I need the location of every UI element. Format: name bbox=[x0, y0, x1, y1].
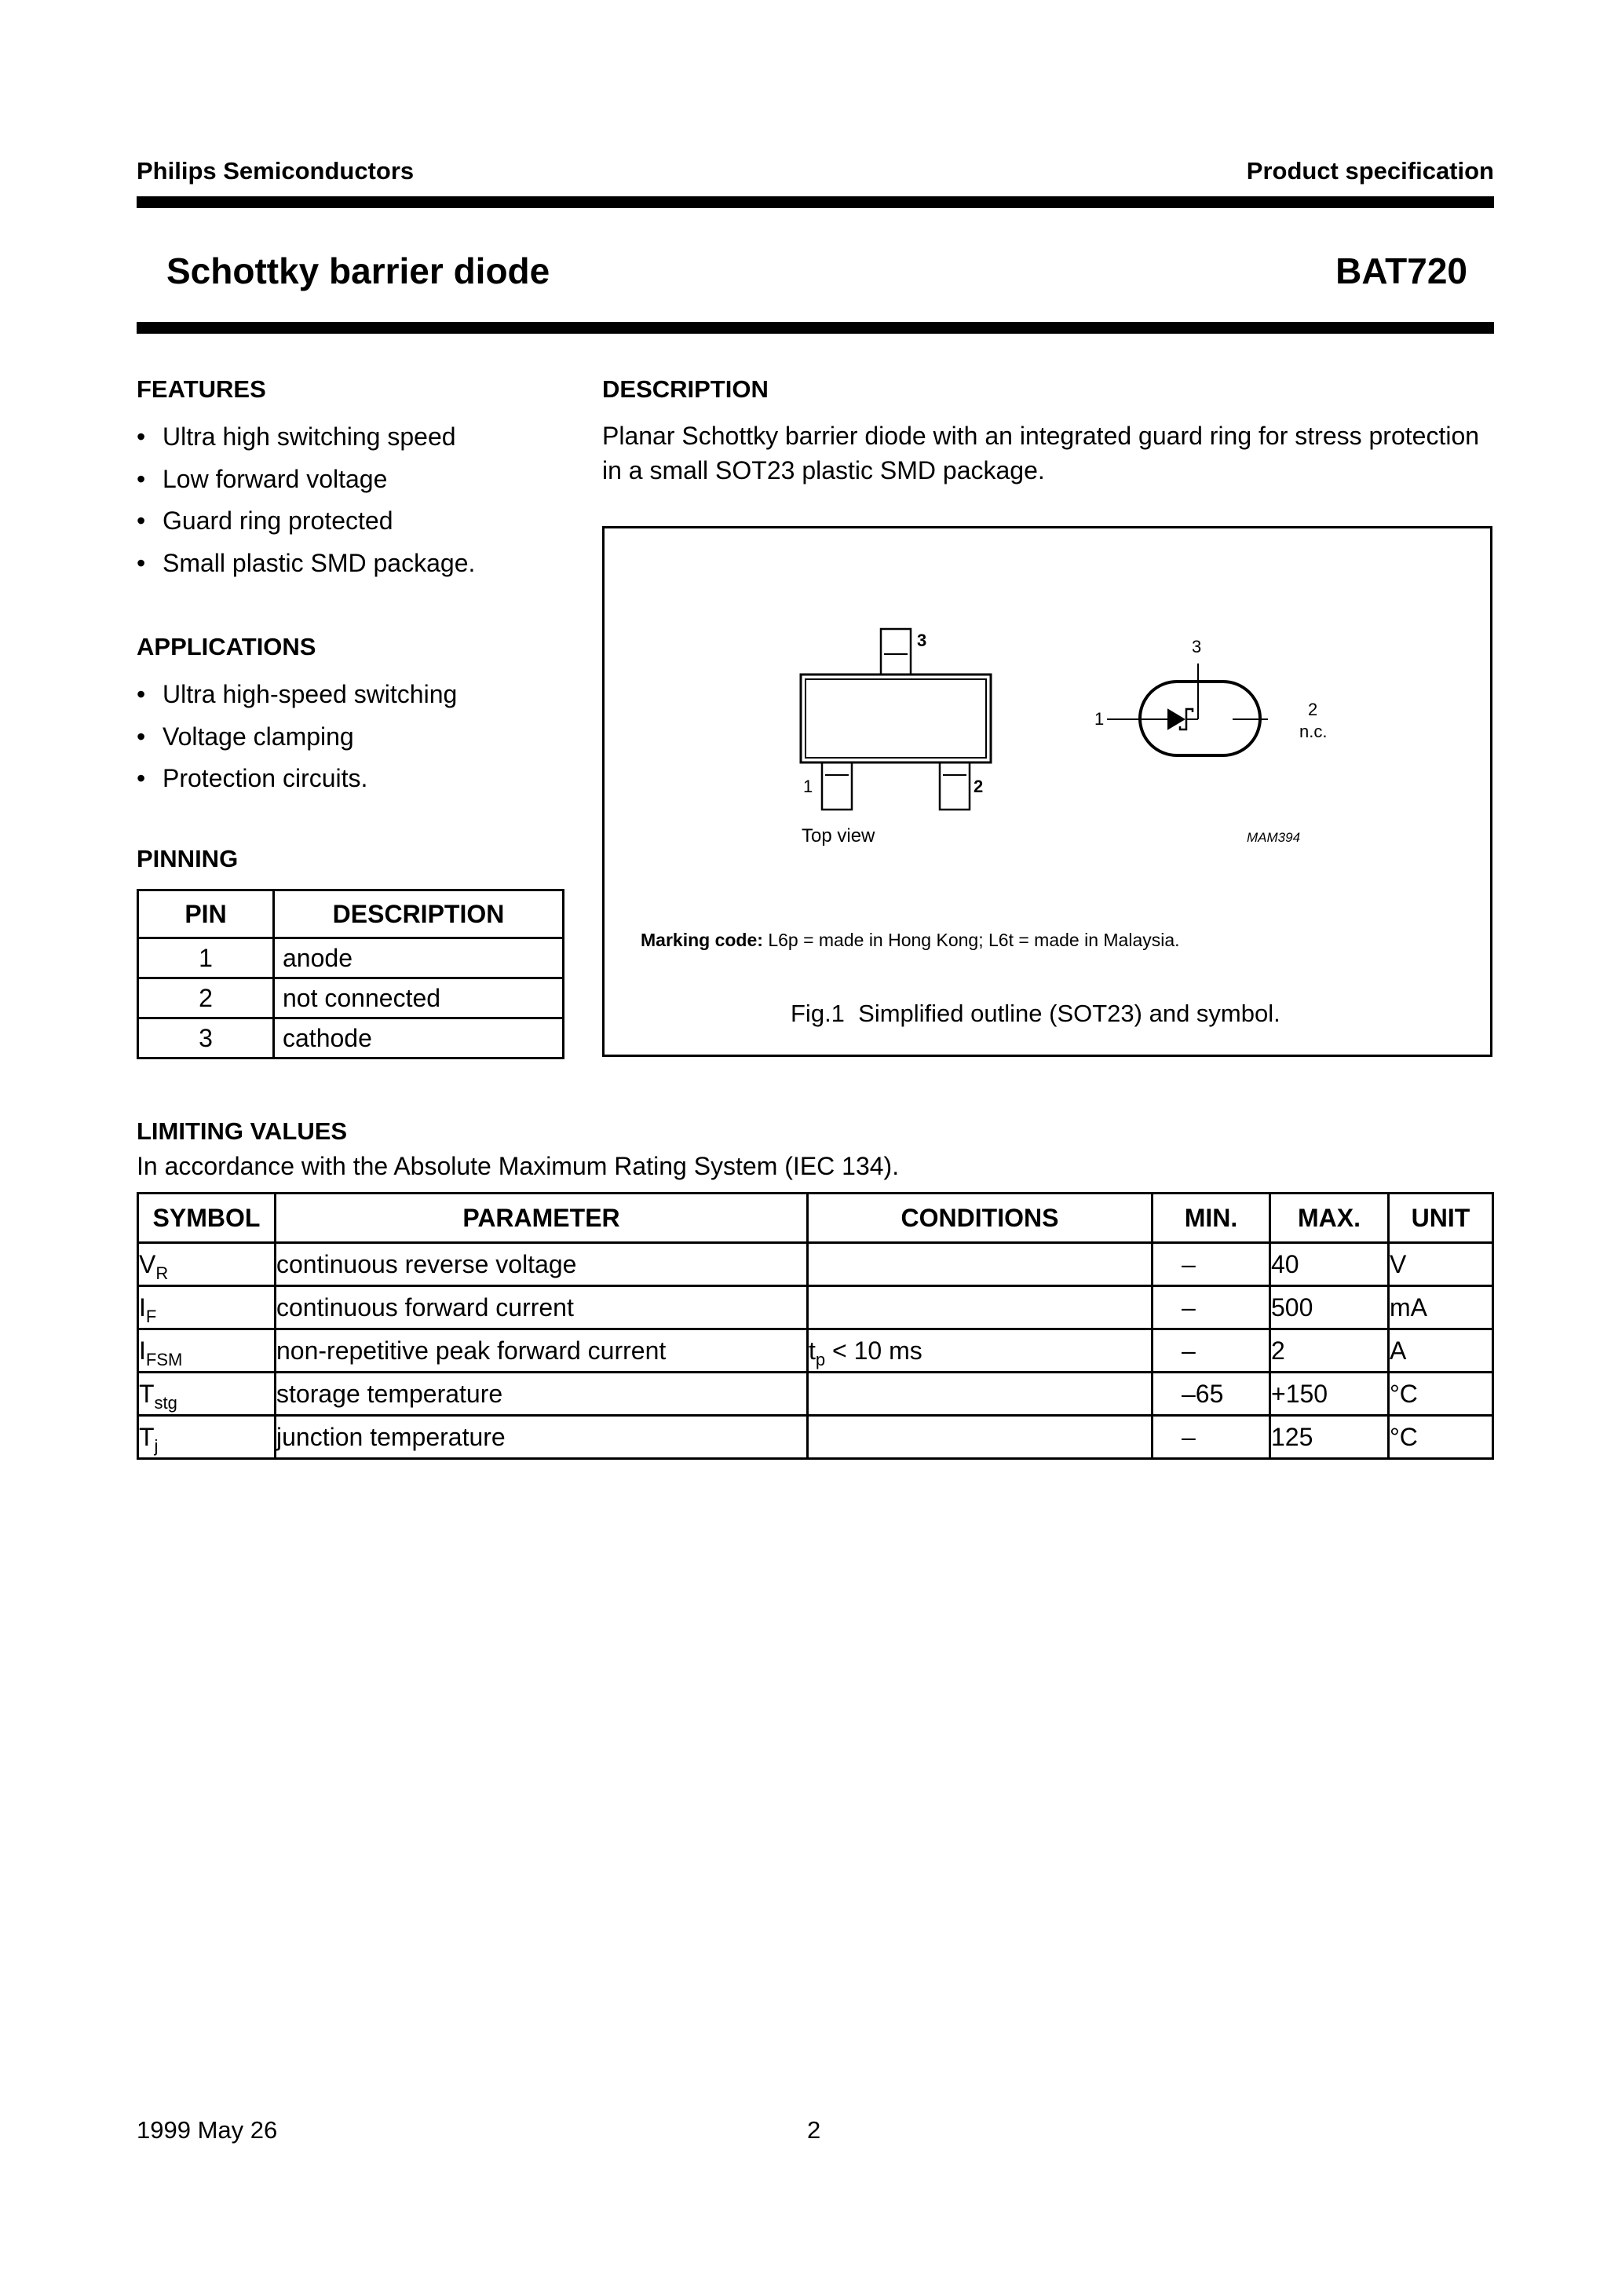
column-header: DESCRIPTION bbox=[274, 890, 564, 938]
conditions-cell bbox=[808, 1373, 1153, 1416]
min-cell: – bbox=[1153, 1416, 1270, 1459]
unit-cell: A bbox=[1389, 1329, 1493, 1373]
table-row bbox=[138, 1373, 1493, 1416]
max-cell: 500 bbox=[1270, 1286, 1389, 1329]
table-row bbox=[138, 1416, 1493, 1459]
part-number: BAT720 bbox=[1335, 250, 1467, 291]
table-row bbox=[138, 978, 564, 1018]
conditions-cell: $t_p < 10$ ms bbox=[808, 1329, 1153, 1373]
parameter-cell: continuous forward current bbox=[276, 1286, 808, 1329]
min-cell: – bbox=[1153, 1243, 1270, 1286]
max-cell: 125 bbox=[1270, 1416, 1389, 1459]
document-type: Product specification bbox=[1246, 157, 1494, 185]
applications-heading: APPLICATIONS bbox=[137, 633, 316, 660]
package-body bbox=[801, 675, 991, 762]
limiting-values-table bbox=[137, 1192, 1494, 1460]
pin-1-label: 1 bbox=[803, 777, 813, 796]
column-header: SYMBOL bbox=[138, 1194, 276, 1243]
max-cell: 2 bbox=[1270, 1329, 1389, 1373]
pin-description: not connected bbox=[274, 978, 564, 1018]
outline-and-symbol-drawing bbox=[605, 528, 1490, 1055]
list-item: • Ultra high switching speed bbox=[137, 416, 576, 459]
max-cell: 40 bbox=[1270, 1243, 1389, 1286]
symbol-nc-label: n.c. bbox=[1299, 722, 1328, 741]
pin-3-label: 3 bbox=[917, 631, 927, 650]
figure-caption-text: Simplified outline (SOT23) and symbol. bbox=[858, 1000, 1280, 1027]
sot23-outline bbox=[801, 629, 991, 810]
pin-number: 3 bbox=[138, 1018, 274, 1058]
header-rule-top bbox=[137, 196, 1494, 208]
table-row bbox=[138, 1243, 1493, 1286]
unit-cell: °C bbox=[1389, 1416, 1493, 1459]
table-header-row bbox=[138, 1194, 1493, 1243]
unit-cell: mA bbox=[1389, 1286, 1493, 1329]
table-row bbox=[138, 1018, 564, 1058]
marking-code-label: Marking code: bbox=[641, 930, 763, 950]
table-row bbox=[138, 1286, 1493, 1329]
symbol-pin-1-label: 1 bbox=[1094, 709, 1105, 729]
unit-cell: °C bbox=[1389, 1373, 1493, 1416]
list-item: • Guard ring protected bbox=[137, 500, 576, 543]
marking-code-text: L6p = made in Hong Kong; L6t = made in Malaysia. bbox=[768, 930, 1180, 950]
unit-cell: V bbox=[1389, 1243, 1493, 1286]
pinning-heading: PINNING bbox=[137, 845, 239, 872]
list-item: • Ultra high-speed switching bbox=[137, 674, 576, 716]
parameter-cell: non-repetitive peak forward current bbox=[276, 1329, 808, 1373]
package-body-inner bbox=[806, 679, 986, 758]
pin-number: 2 bbox=[138, 978, 274, 1018]
symbol-cell: $T_{stg}$ bbox=[138, 1373, 276, 1416]
header-rule-bottom bbox=[137, 322, 1494, 334]
features-heading: FEATURES bbox=[137, 375, 266, 403]
min-cell: – bbox=[1153, 1329, 1270, 1373]
pin-3-lead bbox=[881, 629, 911, 675]
pin-1-lead bbox=[822, 762, 852, 810]
table-row bbox=[138, 1329, 1493, 1373]
pin-2-label: 2 bbox=[974, 777, 984, 796]
table-row bbox=[138, 938, 564, 978]
column-header: UNIT bbox=[1389, 1194, 1493, 1243]
pin-number: 1 bbox=[138, 938, 274, 978]
symbol-pin-3-label: 3 bbox=[1192, 637, 1202, 656]
limiting-values-subtitle: In accordance with the Absolute Maximum Rating System (IEC 134). bbox=[137, 1152, 900, 1180]
description-heading: DESCRIPTION bbox=[602, 375, 769, 403]
column-header: MAX. bbox=[1270, 1194, 1389, 1243]
list-item: • Low forward voltage bbox=[137, 459, 576, 501]
max-cell: +150 bbox=[1270, 1373, 1389, 1416]
symbol-cell: $I_{FSM}$ bbox=[138, 1329, 276, 1373]
applications-list bbox=[137, 674, 576, 800]
column-header: MIN. bbox=[1153, 1194, 1270, 1243]
marking-code bbox=[641, 930, 1180, 951]
symbol-cell: $T_j$ bbox=[138, 1416, 276, 1459]
features-list bbox=[137, 416, 576, 584]
diode-triangle bbox=[1168, 710, 1184, 729]
parameter-cell: junction temperature bbox=[276, 1416, 808, 1459]
top-view-label: Top view bbox=[802, 825, 875, 846]
limiting-values-heading: LIMITING VALUES bbox=[137, 1117, 348, 1145]
table-header-row bbox=[138, 890, 564, 938]
list-item: • Protection circuits. bbox=[137, 758, 576, 800]
drawing-code: MAM394 bbox=[1247, 830, 1301, 845]
symbol-cell: $V_R$ bbox=[138, 1243, 276, 1286]
figure-caption bbox=[791, 1000, 1280, 1028]
pin-description: anode bbox=[274, 938, 564, 978]
list-item: • Small plastic SMD package. bbox=[137, 543, 576, 585]
min-cell: – bbox=[1153, 1286, 1270, 1329]
conditions-cell bbox=[808, 1243, 1153, 1286]
column-header: CONDITIONS bbox=[808, 1194, 1153, 1243]
symbol-pin-2-label: 2 bbox=[1308, 700, 1318, 719]
description-text: Planar Schottky barrier diode with an integrated guard ring for stress protection in a small SOT23 plastic SMD package. bbox=[602, 422, 1480, 484]
page-number: 2 bbox=[807, 2116, 821, 2144]
list-item: • Voltage clamping bbox=[137, 716, 576, 759]
diode-symbol bbox=[1107, 664, 1268, 755]
conditions-cell bbox=[808, 1416, 1153, 1459]
pinning-table bbox=[137, 889, 564, 1059]
figure-box bbox=[602, 526, 1492, 1057]
company-name: Philips Semiconductors bbox=[137, 157, 415, 185]
symbol-cell: $I_F$ bbox=[138, 1286, 276, 1329]
column-header: PIN bbox=[138, 890, 274, 938]
parameter-cell: continuous reverse voltage bbox=[276, 1243, 808, 1286]
column-header: PARAMETER bbox=[276, 1194, 808, 1243]
pin-2-lead bbox=[940, 762, 970, 810]
min-cell: –65 bbox=[1153, 1373, 1270, 1416]
conditions-cell bbox=[808, 1286, 1153, 1329]
figure-caption-number: Fig.1 bbox=[791, 1000, 845, 1027]
page-title: Schottky barrier diode bbox=[166, 250, 550, 291]
footer-date: 1999 May 26 bbox=[137, 2116, 278, 2144]
pin-description: cathode bbox=[274, 1018, 564, 1058]
parameter-cell: storage temperature bbox=[276, 1373, 808, 1416]
